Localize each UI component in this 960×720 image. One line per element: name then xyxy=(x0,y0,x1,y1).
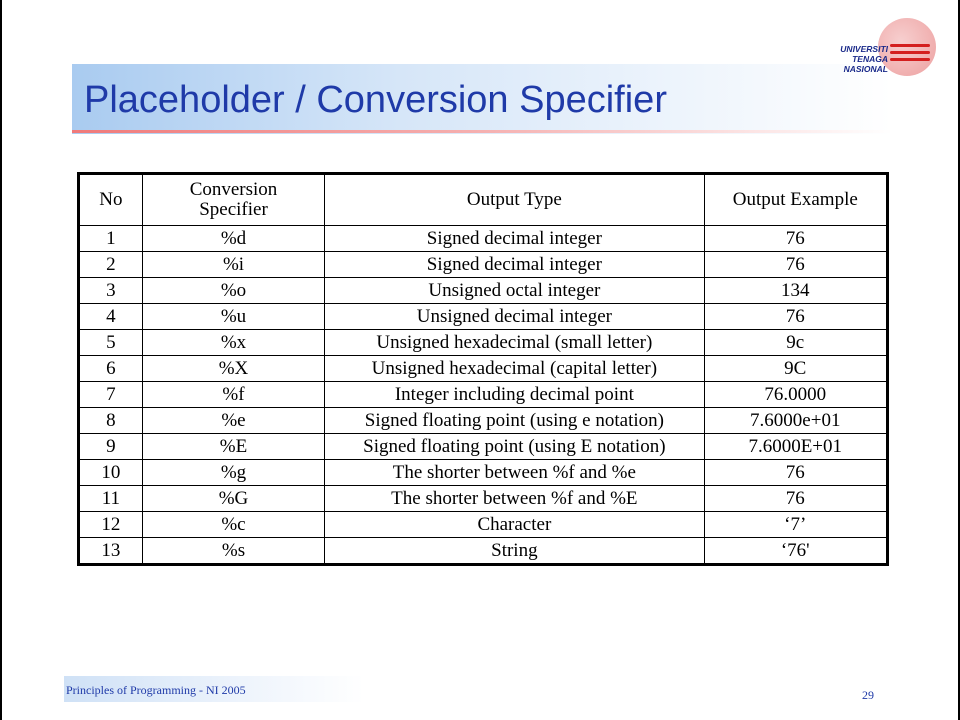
table-row xyxy=(80,278,887,304)
cell-no: 9 xyxy=(80,434,143,460)
cell-spec: %X xyxy=(142,356,324,382)
logo-text-line1: UNIVERSITI xyxy=(840,44,888,54)
cell-example: 76 xyxy=(704,460,887,486)
cell-spec: %e xyxy=(142,408,324,434)
cell-type: Unsigned hexadecimal (small letter) xyxy=(325,330,704,356)
footer-course-label: Principles of Programming - NI 2005 xyxy=(66,683,246,697)
slide-title: Placeholder / Conversion Specifier xyxy=(84,79,667,121)
university-logo xyxy=(808,14,944,84)
cell-example: 7.6000e+01 xyxy=(704,408,887,434)
cell-no: 13 xyxy=(80,538,143,564)
cell-type: Unsigned octal integer xyxy=(325,278,704,304)
cell-no: 4 xyxy=(80,304,143,330)
cell-example: 76 xyxy=(704,252,887,278)
header-output-type: Output Type xyxy=(325,175,704,226)
table-row xyxy=(80,434,887,460)
cell-no: 10 xyxy=(80,460,143,486)
cell-spec: %o xyxy=(142,278,324,304)
cell-spec: %f xyxy=(142,382,324,408)
cell-example: ‘76' xyxy=(704,538,887,564)
cell-type: Signed decimal integer xyxy=(325,252,704,278)
table-row xyxy=(80,226,887,252)
cell-example: 76 xyxy=(704,304,887,330)
cell-example: 9c xyxy=(704,330,887,356)
table-row xyxy=(80,486,887,512)
cell-example: 7.6000E+01 xyxy=(704,434,887,460)
page-number: 29 xyxy=(862,688,874,702)
table-row xyxy=(80,304,887,330)
header-spec-line2: Specifier xyxy=(199,199,268,220)
cell-no: 7 xyxy=(80,382,143,408)
cell-type: The shorter between %f and %E xyxy=(325,486,704,512)
header-no: No xyxy=(80,175,143,226)
table-row xyxy=(80,408,887,434)
cell-no: 6 xyxy=(80,356,143,382)
cell-type: Signed decimal integer xyxy=(325,226,704,252)
cell-type: Signed floating point (using E notation) xyxy=(325,434,704,460)
cell-spec: %G xyxy=(142,486,324,512)
logo-text-line2: TENAGA xyxy=(852,54,888,64)
cell-no: 8 xyxy=(80,408,143,434)
cell-spec: %i xyxy=(142,252,324,278)
cell-no: 11 xyxy=(80,486,143,512)
cell-spec: %c xyxy=(142,512,324,538)
table-header-row xyxy=(80,175,887,226)
cell-no: 1 xyxy=(80,226,143,252)
cell-example: 76 xyxy=(704,226,887,252)
table-row xyxy=(80,382,887,408)
cell-type: Integer including decimal point xyxy=(325,382,704,408)
conversion-specifier-table xyxy=(79,174,887,564)
cell-type: Signed floating point (using e notation) xyxy=(325,408,704,434)
cell-example: 76.0000 xyxy=(704,382,887,408)
cell-no: 12 xyxy=(80,512,143,538)
cell-type: The shorter between %f and %e xyxy=(325,460,704,486)
table-row xyxy=(80,460,887,486)
table-row xyxy=(80,252,887,278)
cell-example: 134 xyxy=(704,278,887,304)
cell-no: 3 xyxy=(80,278,143,304)
cell-spec: %x xyxy=(142,330,324,356)
cell-type: Character xyxy=(325,512,704,538)
table-row xyxy=(80,356,887,382)
header-conversion-specifier xyxy=(142,175,324,226)
cell-example: 9C xyxy=(704,356,887,382)
title-underline xyxy=(72,130,892,133)
table-row xyxy=(80,538,887,564)
logo-text-line3: NASIONAL xyxy=(843,64,888,74)
header-spec-line1: Conversion xyxy=(189,179,278,200)
cell-type: Unsigned hexadecimal (capital letter) xyxy=(325,356,704,382)
table-row xyxy=(80,330,887,356)
cell-no: 5 xyxy=(80,330,143,356)
logo-stripes xyxy=(890,44,930,74)
cell-spec: %s xyxy=(142,538,324,564)
cell-spec: %d xyxy=(142,226,324,252)
cell-spec: %g xyxy=(142,460,324,486)
cell-type: String xyxy=(325,538,704,564)
slide-left-border xyxy=(0,0,2,720)
cell-spec: %u xyxy=(142,304,324,330)
cell-example: ‘7’ xyxy=(704,512,887,538)
table-body xyxy=(80,226,887,564)
cell-example: 76 xyxy=(704,486,887,512)
cell-type: Unsigned decimal integer xyxy=(325,304,704,330)
cell-no: 2 xyxy=(80,252,143,278)
header-output-example: Output Example xyxy=(704,175,887,226)
cell-spec: %E xyxy=(142,434,324,460)
logo-text xyxy=(808,44,888,74)
table-row xyxy=(80,512,887,538)
